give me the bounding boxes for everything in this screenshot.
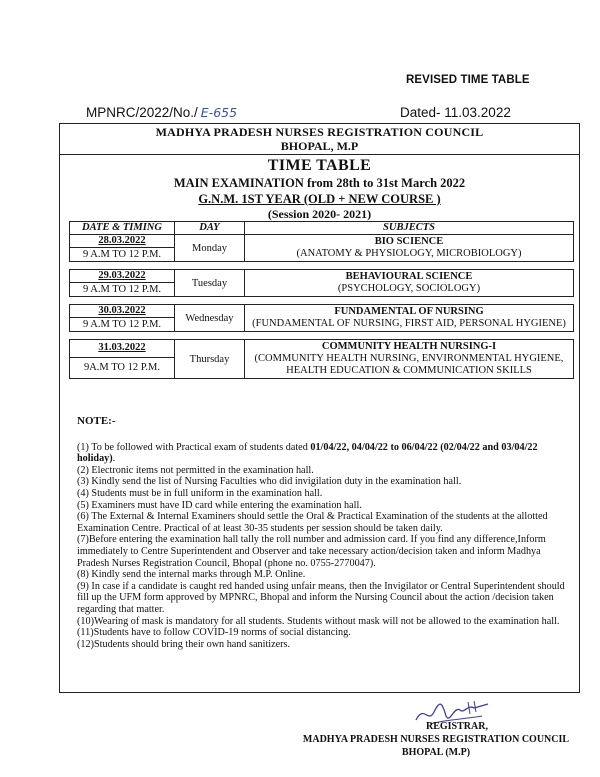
subject-cell: [245, 305, 574, 332]
table-row: [70, 305, 574, 332]
note-item: (11)Students have to follow COVID-19 norms of social distancing.: [77, 627, 351, 639]
reference-handwritten: E-655: [200, 105, 238, 120]
notes-heading: NOTE:-: [77, 415, 116, 427]
row-spacer: [70, 297, 574, 305]
subject-cell: [245, 235, 574, 262]
exam-date: 29.03.2022: [98, 270, 146, 281]
exam-date: 30.03.2022: [98, 305, 146, 316]
exam-day: Wednesday: [175, 305, 245, 332]
subject-name: FUNDAMENTAL OF NURSING: [334, 306, 484, 317]
revised-label: REVISED TIME TABLE: [406, 74, 530, 86]
subject-detail-continued: HEALTH EDUCATION & COMMUNICATION SKILLS: [286, 365, 532, 376]
subject-name: COMMUNITY HEALTH NURSING-I: [321, 341, 497, 352]
table-row: [70, 340, 574, 379]
header-subjects: SUBJECTS: [245, 222, 574, 235]
session-line: (Session 2020- 2021): [267, 207, 372, 221]
date-cell: [70, 305, 175, 332]
note-item: (9) In case if a candidate is caught red handed using unfair means, then the Invigilator or Central Superintendent should fill up the UFM form approved by MPNRC, Bhopal and inform the Nursing Council about the action /decision taken regarding that matter.: [77, 580, 565, 615]
note-1-dates: 01/04/22, 04/04/22 to 06/04/22 (02/04/22 and 03/04/22 holiday): [77, 441, 538, 465]
exam-day: Monday: [175, 235, 245, 262]
note-item: (5) Examiners must have ID card while entering the examination hall.: [77, 499, 362, 511]
note-1-text: (1) To be followed with Practical exam of students dated: [77, 441, 311, 453]
note-item: (10)Wearing of mask is mandatory for all students. Students without mask will not be allowed to the examination hall.: [77, 615, 560, 627]
table-row: [70, 235, 574, 262]
note-item: (3) Kindly send the list of Nursing Faculties who did invigilation duty in the examination hall.: [77, 476, 462, 488]
exam-date: 31.03.2022: [98, 342, 146, 353]
subject-detail: (COMMUNITY HEALTH NURSING, ENVIRONMENTAL HYGIENE,: [254, 353, 564, 364]
subject-cell: [245, 340, 574, 379]
signature-council: MADHYA PRADESH NURSES REGISTRATION COUNCIL: [302, 734, 570, 745]
note-item: (4) Students must be in full uniform in the examination hall.: [77, 487, 323, 499]
note-item: (12)Students should bring their own hand sanitizers.: [77, 638, 291, 650]
subject-name: BIO SCIENCE: [374, 236, 444, 247]
note-item: [77, 442, 573, 465]
council-city: BHOPAL, M.P: [280, 139, 359, 153]
signature-title: REGISTRAR,: [426, 721, 488, 732]
timetable-title: TIME TABLE: [267, 157, 372, 174]
exam-date: 28.03.2022: [98, 235, 146, 246]
table-row: [70, 270, 574, 297]
course-line: G.N.M. 1ST YEAR (OLD + NEW COURSE ): [198, 192, 441, 206]
date-cell: [70, 235, 175, 262]
council-name: MADHYA PRADESH NURSES REGISTRATION COUNCIL: [155, 125, 484, 139]
subject-detail: (ANATOMY & PHYSIOLOGY, MICROBIOLOGY): [296, 248, 522, 259]
exam-day: Thursday: [175, 340, 245, 379]
notes-section: [77, 416, 573, 650]
exam-time: 9 A.M TO 12 P.M.: [70, 282, 174, 296]
note-1-end: .: [112, 453, 116, 465]
document-date: Dated- 11.03.2022: [400, 105, 511, 120]
row-spacer: [70, 332, 574, 340]
signature-city: BHOPAL (M.P): [401, 747, 471, 758]
note-item: (6) The External & Internal Examiners should settle the Oral & Practical Examination of the students at the allotted Examination Centre. Practical of at least 30-35 students per session should be taken daily.: [77, 511, 548, 534]
header-day: DAY: [175, 222, 245, 235]
note-item: (7)Before entering the examination hall tally the roll number and admission card. If you find any difference,Inform immediately to Centre Superintendent and Observer and take necessary action/decision taken and inform Madhya Pradesh Nurses Registration Council, Bhopal (phone no. 0755-2770047).: [77, 534, 546, 569]
subject-detail: (PSYCHOLOGY, SOCIOLOGY): [337, 283, 481, 294]
table-header-row: [70, 222, 574, 235]
date-cell: [70, 270, 175, 297]
council-header: [60, 124, 579, 155]
exam-time: 9A.M TO 12 P.M.: [70, 357, 174, 378]
row-spacer: [70, 262, 574, 270]
subject-detail: (FUNDAMENTAL OF NURSING, FIRST AID, PERSONAL HYGIENE): [252, 318, 566, 329]
exam-line: MAIN EXAMINATION from 28th to 31st March 2022: [173, 176, 466, 190]
note-item: (8) Kindly send the internal marks through M.P. Online.: [77, 569, 306, 581]
reference-prefix: MPNRC/2022/No./: [86, 105, 198, 120]
exam-time: 9 A.M TO 12 P.M.: [70, 317, 174, 331]
header-date-timing: DATE & TIMING: [70, 222, 175, 235]
exam-day: Tuesday: [175, 270, 245, 297]
reference-number: [86, 105, 237, 120]
date-cell: [70, 340, 175, 379]
schedule-table: [69, 221, 574, 379]
subject-cell: [245, 270, 574, 297]
subject-name: BEHAVIOURAL SCIENCE: [345, 271, 473, 282]
note-item: (2) Electronic items not permitted in the examination hall.: [77, 464, 314, 476]
exam-time: 9 A.M TO 12 P.M.: [70, 247, 174, 261]
